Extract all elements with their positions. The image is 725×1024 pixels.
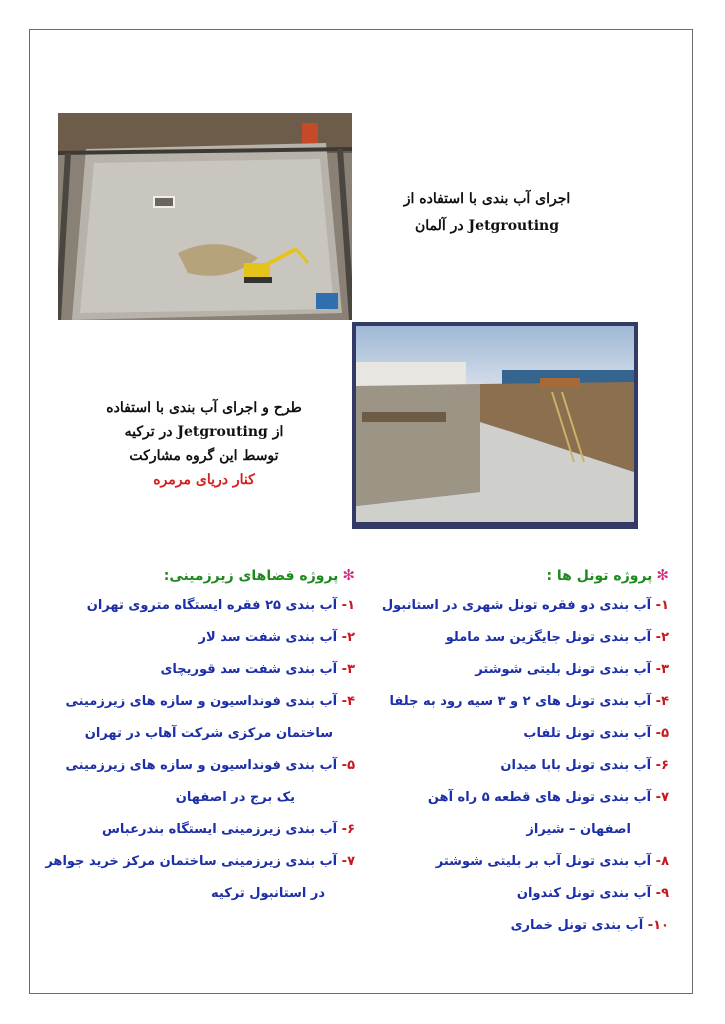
germany-caption-line2 — [372, 213, 602, 240]
star-icon: ✻ — [656, 566, 669, 584]
item-text: آب بندی تونل بابا میدان — [500, 758, 652, 773]
list-item-continuation — [49, 878, 355, 910]
item-number: ۳- — [341, 662, 355, 677]
underground-projects-list — [45, 560, 355, 910]
item-text: آب بندی تونل آب بر بلیتی شوشتر — [435, 854, 652, 869]
list-item — [369, 846, 669, 878]
item-number: ۴- — [655, 694, 669, 709]
list-item — [369, 718, 669, 750]
item-number: ۱- — [341, 598, 355, 613]
item-number: ۹- — [655, 886, 669, 901]
turkey-caption-line3: توسط این گروه مشارکت — [129, 448, 279, 464]
star-icon: ✻ — [342, 566, 355, 584]
underground-projects-heading — [49, 560, 355, 590]
germany-excavation-photo — [58, 113, 352, 320]
item-number: ۲- — [341, 630, 355, 645]
turkey-caption-location: در ترکیه — [124, 424, 173, 440]
underground-projects-heading-text: پروژه فضاهای زیرزمینی: — [163, 568, 339, 584]
turkey-excavation-photo — [352, 322, 638, 529]
list-item — [369, 878, 669, 910]
list-item — [45, 846, 355, 878]
turkey-caption-highlight: کنار دریای مرمره — [153, 472, 255, 488]
item-number: ۵- — [341, 758, 355, 773]
item-text: آب بندی تونل خماری — [510, 918, 644, 933]
turkey-caption-tech: Jetgrouting — [177, 424, 268, 440]
item-number: ۷- — [341, 854, 355, 869]
item-text: آب بندی ۲۵ فقره ایستگاه متروی تهران — [86, 598, 338, 613]
tunnel-projects-heading-text: پروژه تونل ها : — [546, 568, 653, 584]
list-item — [49, 814, 355, 846]
item-text: آب بندی شفت سد قوریچای — [160, 662, 338, 677]
item-number: ۲- — [655, 630, 669, 645]
item-text: آب بندی فونداسیون و سازه های زیرزمینی — [65, 694, 338, 709]
turkey-caption-line1: طرح و اجرای آب بندی با استفاده — [106, 400, 302, 416]
item-number: ۴- — [341, 694, 355, 709]
list-item — [369, 686, 669, 718]
turkey-caption-line2 — [66, 420, 342, 444]
item-text: آب بندی شفت سد لار — [198, 630, 338, 645]
list-item-continuation — [369, 814, 669, 846]
list-item — [49, 654, 355, 686]
item-number: ۵- — [655, 726, 669, 741]
item-text: آب بندی فونداسیون و سازه های زیرزمینی — [65, 758, 338, 773]
item-text: آب بندی تونل جایگزین سد ماملو — [445, 630, 652, 645]
item-number: ۷- — [655, 790, 669, 805]
list-item — [369, 654, 669, 686]
turkey-caption-prefix: از — [272, 424, 284, 440]
list-item — [369, 622, 669, 654]
list-item — [49, 750, 355, 782]
item-text: آب بندی زیرزمینی ساختمان مرکز خرید جواهر — [45, 854, 338, 869]
item-text: آب بندی تونل بلیتی شوشتر — [475, 662, 652, 677]
germany-caption — [372, 186, 602, 240]
tunnel-projects-heading — [369, 560, 669, 590]
item-text: آب بندی تونل های ۲ و ۳ سیه رود به جلفا — [389, 694, 652, 709]
list-item — [49, 622, 355, 654]
turkey-caption — [66, 396, 342, 492]
list-item — [369, 782, 669, 814]
item-number: ۱- — [655, 598, 669, 613]
item-text: آب بندی زیرزمینی ایستگاه بندرعباس — [101, 822, 338, 837]
germany-caption-tech: Jetgrouting — [468, 218, 559, 234]
germany-caption-line1: اجرای آب بندی با استفاده از — [403, 191, 571, 207]
item-text: آب بندی تونل تلفاب — [523, 726, 652, 741]
item-number: ۶- — [655, 758, 669, 773]
item-text: اصفهان – شیراز — [526, 822, 631, 837]
item-text: ساختمان مرکزی شرکت آهاب در تهران — [84, 726, 333, 741]
germany-caption-location: در آلمان — [415, 218, 464, 234]
list-item — [49, 590, 355, 622]
tunnel-projects-list — [369, 560, 669, 942]
item-text: آب بندی تونل های قطعه ۵ راه آهن — [427, 790, 652, 805]
list-item-continuation — [49, 782, 355, 814]
item-number: ۱۰- — [647, 918, 669, 933]
list-item — [49, 686, 355, 718]
item-number: ۶- — [341, 822, 355, 837]
list-item-continuation — [49, 718, 355, 750]
item-text: یک برج در اصفهان — [175, 790, 295, 805]
item-text: آب بندی تونل کندوان — [516, 886, 652, 901]
list-item — [369, 750, 669, 782]
item-text: در استانبول ترکیه — [211, 886, 325, 901]
item-text: آب بندی دو فقره تونل شهری در استانبول — [381, 598, 652, 613]
list-item — [369, 910, 669, 942]
list-item — [369, 590, 669, 622]
item-number: ۳- — [655, 662, 669, 677]
item-number: ۸- — [655, 854, 669, 869]
